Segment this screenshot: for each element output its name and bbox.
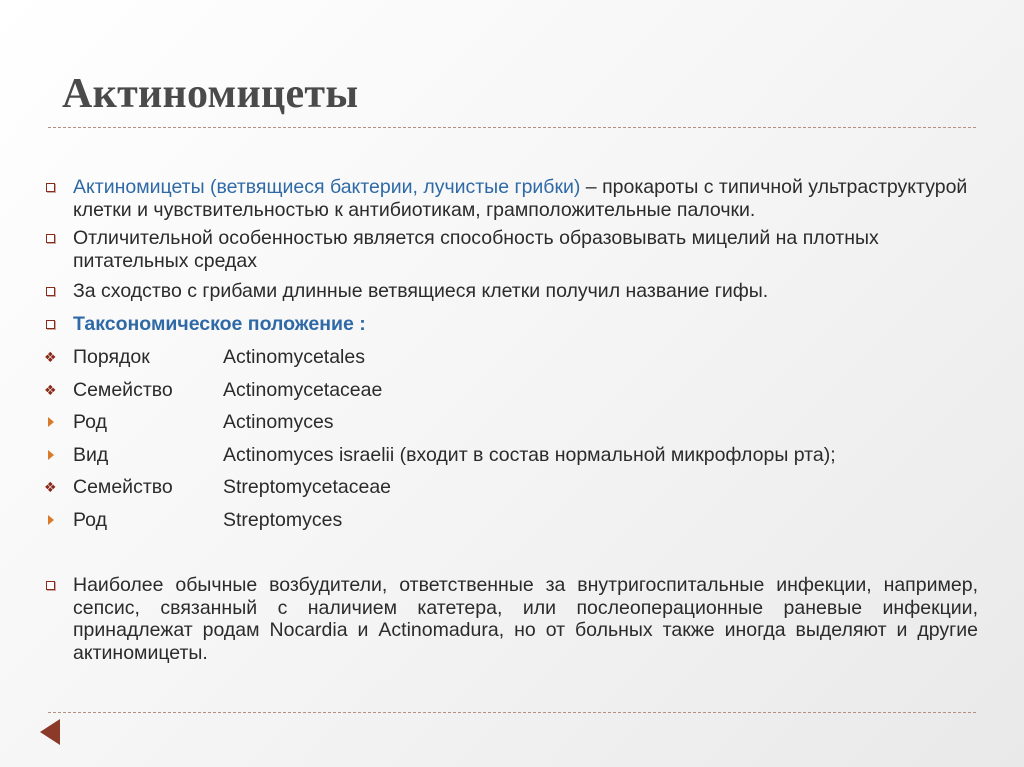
taxonomy-label: Род: [73, 411, 107, 433]
title-divider: [48, 127, 976, 128]
taxonomy-row-species: [44, 444, 978, 467]
taxonomy-label: Род: [73, 508, 107, 531]
triangle-bullet-icon: [44, 411, 62, 433]
square-bullet-icon: [44, 313, 62, 335]
taxonomy-label: Порядок: [73, 346, 150, 368]
taxonomy-value: Actinomyces israelii (входит в состав нормальной микрофлоры рта);: [223, 443, 836, 466]
taxonomy-label: Вид: [73, 443, 109, 466]
triangle-bullet-icon: [44, 509, 62, 531]
taxonomy-row-order: [44, 346, 978, 369]
closing-text: Наиболее обычные возбудители, ответственные за внутригоспитальные инфекции, например, сепсис, связанный с наличием катетера, или послеоперационные раневые инфекции, принадлежат родам Nocardia и Actinomadura, но от больных также иногда выделяют и другие актиномицеты.: [73, 574, 978, 664]
footer-divider: [48, 712, 976, 713]
taxonomy-value: Actinomycetaceae: [223, 378, 383, 401]
slide-title: Актиномицеты: [62, 71, 359, 117]
taxonomy-value: Actinomycetales: [223, 346, 365, 368]
bullet-item-intro: [44, 176, 978, 221]
taxonomy-value: Streptomyces: [223, 508, 343, 531]
diamond-bullet-icon: ❖: [44, 349, 57, 365]
diamond-bullet-icon: ❖: [44, 381, 57, 398]
bullet-item-mycelium: [44, 227, 978, 272]
triangle-bullet-icon: [44, 444, 62, 466]
previous-slide-arrow-icon[interactable]: [40, 719, 60, 745]
bullet-item-taxonomy-heading: [44, 313, 978, 336]
square-bullet-icon: [44, 227, 62, 249]
square-bullet-icon: [44, 574, 62, 596]
intro-term: Актиномицеты (ветвящиеся бактерии, лучистые грибки): [73, 176, 581, 198]
intro-text: – прокароты с типичной ультраструктурой клетки и чувствительностью к антибиотикам, грамположительные палочки.: [73, 176, 968, 221]
bullet-item-closing: [44, 574, 978, 664]
slide-content: [44, 176, 978, 664]
taxonomy-value: Streptomycetaceae: [223, 476, 392, 498]
taxonomy-value: Actinomyces: [223, 411, 334, 433]
taxonomy-heading: Таксономическое положение :: [73, 312, 366, 335]
taxonomy-label: Семейство: [73, 378, 173, 401]
taxonomy-row-family: [44, 379, 978, 402]
diamond-bullet-icon: ❖: [44, 479, 57, 495]
square-bullet-icon: [44, 176, 62, 198]
bullet-text: Отличительной особенностью является способность образовывать мицелий на плотных питательных средах: [73, 227, 879, 272]
bullet-item-hyphae: [44, 280, 978, 303]
square-bullet-icon: [44, 280, 62, 302]
taxonomy-row-family-2: [44, 476, 978, 499]
taxonomy-label: Семейство: [73, 476, 173, 498]
taxonomy-row-genus: [44, 411, 978, 434]
taxonomy-row-genus-2: [44, 509, 978, 532]
bullet-text: За сходство с грибами длинные ветвящиеся клетки получил название гифы.: [73, 280, 769, 302]
